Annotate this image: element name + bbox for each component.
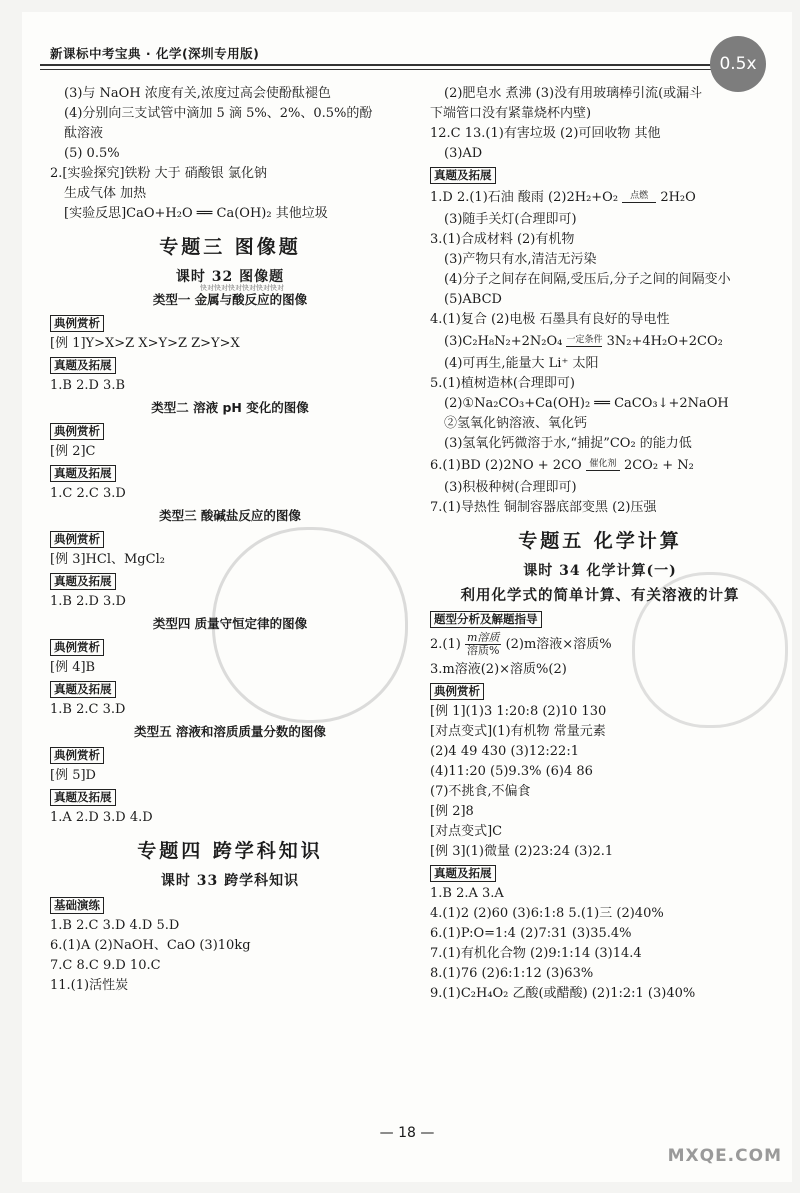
text-line: 7.(1)有机化合物 (2)9:1:14 (3)14.4	[430, 946, 642, 961]
text-line: 3.(1)合成材料 (2)有机物	[430, 232, 575, 247]
text-line: 1.B 2.A 3.A	[430, 886, 504, 901]
text-line: 11.(1)活性炭	[50, 978, 129, 993]
text-line: [对点变式](1)有机物 常量元素	[430, 724, 606, 739]
text-line: (4)分子之间存在间隔,受压后,分子之间的间隔变小	[444, 272, 731, 287]
type2-title: 类型二 溶液 pH 变化的图像	[151, 400, 309, 415]
section-tag-real: 真题及拓展	[430, 865, 496, 882]
text-line: (5)ABCD	[444, 292, 502, 307]
lesson32-title: 课时 32 图像题	[175, 269, 285, 285]
topic3-title: 专题三 图像题	[159, 236, 301, 258]
text-line: [例 1](1)3 1:20:8 (2)10 130	[430, 704, 607, 719]
reaction-condition: 一定条件	[566, 335, 603, 345]
text-line: (3)氢氧化钙微溶于水,“捕捉”CO₂ 的能力低	[444, 436, 692, 451]
text-line: 5.(1)植树造林(合理即可)	[430, 376, 575, 391]
section-tag-examples: 典例赏析	[50, 531, 104, 548]
playback-speed-button[interactable]: 0.5x	[710, 36, 766, 92]
text-line: (3)与 NaOH 浓度有关,浓度过高会使酚酞褪色	[64, 86, 331, 101]
section-tag-examples: 典例赏析	[430, 683, 484, 700]
text-line: [例 1]Y>X>Z X>Y>Z Z>Y>X	[50, 336, 240, 351]
text-line: (2)4 49 430 (3)12:22:1	[430, 744, 579, 759]
text-line: 1.B 2.C 3.D	[50, 702, 126, 717]
small-stamp: 快对快对快对快对快对快对	[200, 284, 284, 292]
equation-line	[430, 186, 770, 210]
text-line: (4)分别向三支试管中滴加 5 滴 5%、2%、0.5%的酚	[64, 106, 373, 121]
header-rule	[40, 64, 740, 70]
text-line: (4)可再生,能量大 Li⁺ 太阳	[444, 356, 599, 371]
text-line: 1.A 2.D 3.D 4.D	[50, 810, 153, 825]
text-line: 7.(1)导热性 铜制容器底部变黑 (2)压强	[430, 500, 657, 515]
section-tag-examples: 典例赏析	[50, 423, 104, 440]
type5-title: 类型五 溶液和溶质质量分数的图像	[134, 724, 326, 739]
fraction: $\frac{\text{m溶质}}{\text{溶质\%}}$	[466, 631, 500, 657]
equation-left: 1.D 2.(1)石油 酸雨 (2)2H₂+O₂	[430, 190, 619, 205]
reaction-condition: 点燃	[622, 192, 656, 203]
equation-left: (3)C₂H₈N₂+2N₂O₄	[444, 334, 563, 349]
text-line: (5) 0.5%	[64, 146, 120, 161]
equation-right: 3N₂+4H₂O+2CO₂	[606, 334, 723, 349]
text-line: 8.(1)76 (2)6:1:12 (3)63%	[430, 966, 594, 981]
text-line: 6.(1)P:O=1:4 (2)7:31 (3)35.4%	[430, 926, 632, 941]
formula-line: 2.(1) $\frac{\text{m溶质}}{\text{溶质\%}}$ (2)m溶液×溶质%	[430, 631, 612, 657]
text-line: 3.m溶液(2)×溶质%(2)	[430, 662, 567, 677]
text-line: [例 5]D	[50, 768, 96, 783]
text-line: (2)肥皂水 煮沸 (3)没有用玻璃棒引流(或漏斗	[444, 86, 703, 101]
lesson34-title: 课时 34 化学计算(一)	[523, 563, 677, 579]
topic5-title: 专题五 化学计算	[518, 530, 682, 552]
watermark-text: MXQE.COM	[667, 1146, 782, 1166]
topic4-title: 专题四 跨学科知识	[137, 840, 323, 862]
text-line: (4)11:20 (5)9.3% (6)4 86	[430, 764, 593, 779]
text-line: (3)AD	[444, 146, 483, 161]
text-line: 12.C 13.(1)有害垃圾 (2)可回收物 其他	[430, 126, 661, 141]
text-line: 生成气体 加热	[64, 186, 147, 201]
right-column	[430, 84, 770, 1004]
section-tag-examples: 典例赏析	[50, 639, 104, 656]
text-line: (3)随手关灯(合理即可)	[444, 212, 577, 227]
reaction-condition: 催化剂	[586, 460, 620, 471]
document-page	[22, 12, 792, 1182]
text-line: 9.(1)C₂H₄O₂ 乙酸(或醋酸) (2)1:2:1 (3)40%	[430, 986, 696, 1001]
text-line: [例 2]8	[430, 804, 474, 819]
text-line: (3)产物只有水,清洁无污染	[444, 252, 597, 267]
left-column	[50, 84, 410, 996]
text-line: [例 4]B	[50, 660, 96, 675]
text-line: [例 3](1)微量 (2)23:24 (3)2.1	[430, 844, 614, 859]
text-line: 4.(1)复合 (2)电极 石墨具有良好的导电性	[430, 312, 670, 327]
text-line: (2)①Na₂CO₃+Ca(OH)₂ ══ CaCO₃↓+2NaOH	[444, 396, 729, 411]
header-title: 新课标中考宝典 · 化学(深圳专用版)	[50, 46, 260, 61]
text-line: 1.B 2.D 3.D	[50, 594, 126, 609]
section-tag-real: 真题及拓展	[50, 357, 116, 374]
text-line: [例 3]HCl、MgCl₂	[50, 552, 165, 567]
text-line: ②氢氧化钠溶液、氧化钙	[444, 416, 588, 431]
text-line: 6.(1)A (2)NaOH、CaO (3)10kg	[50, 938, 251, 953]
type4-title: 类型四 质量守恒定律的图像	[152, 616, 308, 631]
section-tag-examples: 典例赏析	[50, 315, 104, 332]
section-tag-real: 真题及拓展	[430, 167, 496, 184]
section-tag-real: 真题及拓展	[50, 465, 116, 482]
section-tag-guide: 题型分析及解题指导	[430, 611, 542, 628]
text-line: [实验反思]CaO+H₂O ══ Ca(OH)₂ 其他垃圾	[64, 206, 328, 221]
text-line: 酞溶液	[64, 126, 104, 141]
section-tag-real: 真题及拓展	[50, 789, 116, 806]
equation-right: 2CO₂ + N₂	[623, 458, 694, 473]
text-line: 下端管口没有紧靠烧杯内壁)	[430, 106, 592, 121]
section-tag-basic: 基础演练	[50, 897, 104, 914]
equation-line	[430, 454, 770, 478]
equation-line	[430, 330, 770, 354]
text-line: 1.C 2.C 3.D	[50, 486, 126, 501]
text-line: 2.[实验探究]铁粉 大于 硝酸银 氯化钠	[50, 166, 267, 181]
lesson33-title: 课时 33 跨学科知识	[160, 873, 300, 889]
text-line: 1.B 2.C 3.D 4.D 5.D	[50, 918, 180, 933]
text-line: 4.(1)2 (2)60 (3)6:1:8 5.(1)三 (2)40%	[430, 906, 664, 921]
equation-left: 6.(1)BD (2)2NO + 2CO	[430, 458, 582, 473]
type3-title: 类型三 酸碱盐反应的图像	[159, 508, 301, 523]
section-tag-real: 真题及拓展	[50, 681, 116, 698]
equation-right: 2H₂O	[660, 190, 696, 205]
watermark-logo	[622, 1094, 782, 1170]
page-header	[40, 36, 740, 66]
text-line: [例 2]C	[50, 444, 96, 459]
text-line: 1.B 2.D 3.B	[50, 378, 126, 393]
page-number: — 18 —	[379, 1125, 435, 1141]
text-line: (3)积极种树(合理即可)	[444, 480, 577, 495]
text-line: [对点变式]C	[430, 824, 503, 839]
text-line: (7)不挑食,不偏食	[430, 784, 531, 799]
section-tag-examples: 典例赏析	[50, 747, 104, 764]
section-tag-real: 真题及拓展	[50, 573, 116, 590]
text-line: 7.C 8.C 9.D 10.C	[50, 958, 161, 973]
type1-title: 类型一 金属与酸反应的图像	[152, 292, 308, 307]
lesson34-subtitle: 利用化学式的简单计算、有关溶液的计算	[460, 588, 740, 604]
